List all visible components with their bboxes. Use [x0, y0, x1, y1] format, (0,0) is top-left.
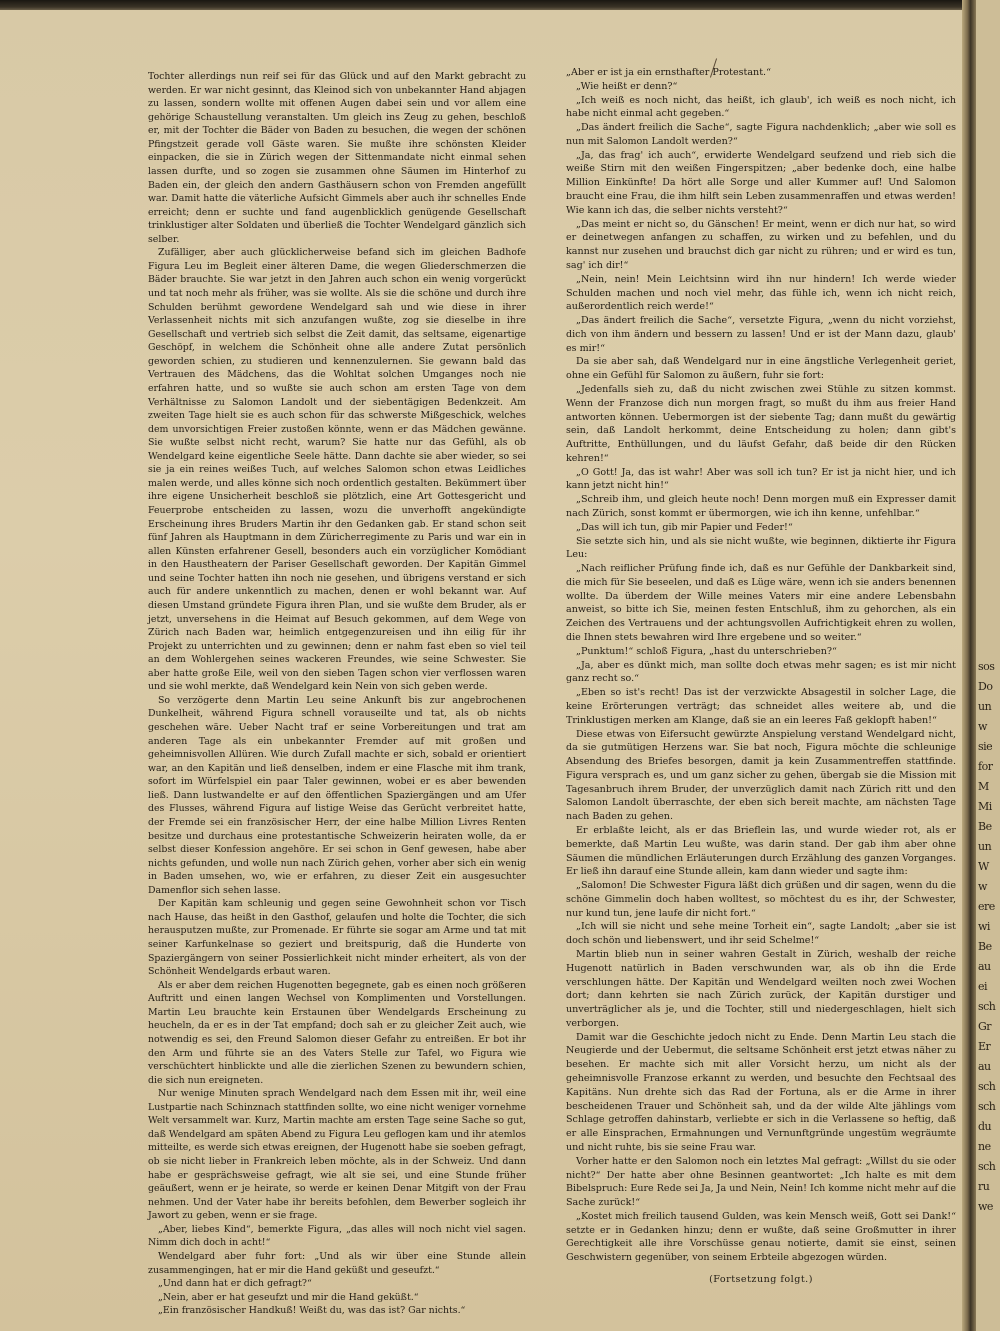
- adjacent-page-fragment: we: [978, 1200, 993, 1213]
- paragraph: Diese etwas von Eifersucht gewürzte Anspielung verstand Wendelgard nicht, da sie gutmütigen Herzens war. Sie bat noch, Figura möchte die schleunige Absendung des Briefes besorgen, damit ja kein Zusammentreffen stattfinde. Figura versprach es, und um ganz sicher zu gehen, übergab sie die Mission mit Tagesanbruch ihrem Bruder, der unverzüglich damit nach Zürich ritt und den Salomon Landolt überraschte, der eben sich bereit machte, am nächsten Tage nach Baden zu gehen.: [566, 728, 956, 823]
- paragraph: So verzögerte denn Martin Leu seine Ankunft bis zur angebrochenen Dunkelheit, während Figura schnell vorauseilte und tat, als ob nichts geschehen wäre. Ueber Nacht traf er seine Vorbereitungen und trat am anderen Tage als ein unbekannter Fremder auf mit großen und geheimnisvollen Allüren. Wie durch Zufall machte er sich, sobald er orientiert war, an den Kapitän und ließ denselben, indem er eine Flasche mit ihm trank, sofort im Würfelspiel ein paar Taler gewinnen, wobei er es aber bewenden ließ. Dann lustwandelte er auf den öffentlichen Spaziergängen und am Ufer des Flusses, während Figura auf listige Weise das Gerücht verbreitet hatte, der Fremde sei ein französischer Herr, der eine halbe Million Livres Renten besitze und durchaus eine protestantische Schweizerin heiraten wolle, da er selbst dieser Konfession angehöre. Er sei schon in Genf gewesen, habe aber nichts gefunden, und wolle nun nach Zürich gehen, vorher aber sich ein wenig in Baden umsehen, wo, wie er erfahren, zu dieser Zeit ein ausgesuchter Damenflor sich sehen lasse.: [148, 694, 526, 896]
- paragraph: „Nein, aber er hat geseufzt und mir die Hand geküßt.“: [158, 1291, 419, 1303]
- paragraph: Damit war die Geschichte jedoch nicht zu Ende. Denn Martin Leu stach die Neugierde und der Uebermut, die seltsame Schönheit erst jetzt etwas näher zu besehen. Er machte sich mit aller Vorsicht herzu, um nicht als der geheimnisvolle Franzose erkannt zu werden, und besuchte den Fechtsaal des Kapitäns. Nun drehte sich das Rad der Fortuna, als er die Arme in ihrer bescheidenen Trauer und Schönheit sah, und da der wilde Alte jählings vom Schlage getroffen dahinstarb, verliebte er sich in die Verlassene so heftig, daß er alle Einsprachen, Ermahnungen und Vernunftgründe ungestüm wegräumte und nicht ruhte, bis sie seine Frau war.: [566, 1031, 956, 1153]
- adjacent-page-fragment: Do: [978, 680, 993, 693]
- adjacent-page-fragment: sie: [978, 740, 993, 753]
- adjacent-page-edge: [976, 0, 1000, 1331]
- paragraph: „Salomon! Die Schwester Figura läßt dich grüßen und dir sagen, wenn du die schöne Gimmelin doch haben wolltest, so möchtest du es ihr, der Schwester, nur kund tun, jene laufe dir nicht fort.“: [566, 880, 956, 919]
- adjacent-page-fragment: ne: [978, 1140, 991, 1153]
- paragraph: Martin blieb nun in seiner wahren Gestalt in Zürich, weshalb der reiche Hugenott natürlich in Baden verschwunden war, als ob ihn die Erde verschlungen hätte. Der Kapitän und Wendelgard weilten noch zwei Wochen dort; dann kehrten sie nach Zürich zurück, der Kapitän durstiger und unverträglicher als je, und die Tochter, still und niedergeschlagen, hielt sich verborgen.: [566, 949, 956, 1029]
- adjacent-page-fragment: for: [978, 760, 993, 773]
- adjacent-page-fragment: M: [978, 780, 989, 793]
- adjacent-page-fragment: sch: [978, 1080, 996, 1093]
- paragraph: Sie setzte sich hin, und als sie nicht wußte, wie beginnen, diktierte ihr Figura Leu:: [566, 535, 956, 561]
- adjacent-page-fragment: sch: [978, 1100, 996, 1113]
- adjacent-page-fragment: W: [978, 860, 989, 873]
- adjacent-page-fragment: sos: [978, 660, 995, 673]
- adjacent-page-fragment: ere: [978, 900, 995, 913]
- adjacent-page-fragment: au: [978, 960, 991, 973]
- adjacent-page-fragment: un: [978, 700, 992, 713]
- paragraph: „Aber, liebes Kind“, bemerkte Figura, „das alles will noch nicht viel sagen. Nimm dich doch in acht!“: [148, 1223, 526, 1249]
- book-gutter: [962, 0, 976, 1331]
- paragraph: „Und dann hat er dich gefragt?“: [158, 1278, 312, 1290]
- adjacent-page-fragment: Be: [978, 820, 992, 833]
- adjacent-page-fragment: sch: [978, 1160, 996, 1173]
- paragraph: „Ja, das frag' ich auch“, erwiderte Wendelgard seufzend und rieb sich die weiße Stirn mit den weißen Fingerspitzen; „aber bedenke doch, eine halbe Million Einkünfte! Da hört alle Sorge und aller Kummer auf! Und Salomon braucht eine Frau, die ihm hilft sein Leben zusammenraffen und etwas werden! Wie kann ich das, die selber nichts versteht?“: [566, 149, 956, 216]
- paragraph: Zufälliger, aber auch glücklicherweise befand sich im gleichen Badhofe Figura Leu im Begleit einer älteren Dame, die wegen Gliederschmerzen die Bäder brauchte. Sie war jetzt in den Jahren auch schon ein wenig vorgerückt und tat noch mehr als früher, was sie wollte. Als sie die schöne und durch ihre Schulden berühmt gewordene Wendelgard sah und wie diese in ihrer Verlassenheit nichts mit sich anzufangen wußte, zog sie dieselbe in ihre Gesellschaft und vertrieb sich selbst die Zeit damit, das seltsame, eigenartige Geschöpf, in welchem die Schönheit ohne alle andere Zutat persönlich geworden schien, zu studieren und kennenzulernen. Sie gewann bald das Vertrauen des Mädchens, das die Wohltat solchen Umganges noch nie erfahren hatte, und so wußte sie auch schon am ersten Tage von dem Verhältnisse zu Salomon Landolt und der siebentägigen Bedenkzeit. Am zweiten Tage hielt sie es auch schon für das schwerste Mißgeschick, welches dem unvorsichtigen Freier zustoßen könnte, wenn er das Mädchen gewänne. Sie wußte selbst nicht recht, warum? Sie hatte nur das Gefühl, als ob Wendelgard keine eigentliche Seele hätte. Dann dachte sie aber wieder, so sei sie ja ein reines weißes Tuch, auf welches Salomon schon etwas Leidliches malen werde, und alles könne sich noch ordentlich gestalten. Bekümmert über ihre eigene Unsicherheit beschloß sie plötzlich, eine Art Gottesgericht und Feuerprobe entscheiden zu lassen, wozu die unverhofft angekündigte Erscheinung ihres Bruders Martin ihr den Gedanken gab. Er stand schon seit fünf Jahren als Hauptmann in dem Züricherregimente zu Paris und war ein in allen Künsten erfahrener Gesell, besonders auch ein vorzüglicher Komödiant in den Haustheatern der Pariser Gesellschaft geworden. Der Kapitän Gimmel und seine Tochter hatten ihn noch nie gesehen, und übrigens verstand er sich auch für andere unkenntlich zu machen, denen er wohl bekannt war. Auf diesen Umstand gründete Figura ihren Plan, und sie wußte dem Bruder, als er jetzt, unversehens in die Heimat auf Besuch gekommen, auf dem Wege von Zürich nach Baden war, heimlich entgegenzureisen und ihn eilig für ihr Projekt zu unterrichten und zu gewinnen; denn er nahm fast eben so viel teil an dem Wohlergehen seines wackeren Freundes, wie seine Schwester. Sie aber hatte große Eile, weil von den sieben Tagen schon vier verflossen waren und sie wohl merkte, daß Wendelgard kein Nein von sich geben werde.: [148, 247, 526, 693]
- paragraph: „Aber er ist ja ein ernsthafter Protestant.“: [566, 67, 771, 78]
- paragraph: „Ein französischer Handkuß! Weißt du, was das ist? Gar nichts.“: [158, 1305, 466, 1317]
- left-text-column: [148, 70, 526, 1318]
- paragraph: „Das ändert freilich die Sache“, sagte Figura nachdenklich; „aber wie soll es nun mit Salomon Landolt werden?“: [566, 122, 956, 147]
- continuation-note: (Fortsetzung folgt.): [709, 1273, 813, 1285]
- paragraph: „Kostet mich freilich tausend Gulden, was kein Mensch weiß, Gott sei Dank!“ setzte er in Gedanken hinzu; denn er wußte, daß seine Großmutter in ihrer Gerechtigkeit alle ihre Vorschüsse genau notierte, damit sie einst, seinen Geschwistern gegenüber, von seinem Erbteile abgezogen würden.: [566, 1210, 956, 1264]
- paragraph: Da sie aber sah, daß Wendelgard nur in eine ängstliche Verlegenheit geriet, ohne ein Gefühl für Salomon zu äußern, fuhr sie fort:: [566, 356, 956, 382]
- paragraph: Nur wenige Minuten sprach Wendelgard nach dem Essen mit ihr, weil eine Lustpartie nach Schinznach stattfinden sollte, wo eine nicht weniger vornehme Welt versammelt war. Kurz, Martin machte am ersten Tage seine Sache so gut, daß Wendelgard am späten Abend zu Figura Leu geflogen kam und ihr atemlos mitteilte, es werde sich etwas ereignen, der Hugenott habe sie soeben gefragt, ob sie nicht lieber in Frankreich leben möchte, als in der Schweiz. Und dann habe er gesprächsweise gefragt, wie alt sie sei, und eine Stunde früher geäußert, wenn er je heirate, so werde er keinen Denar Mitgift von der Frau nehmen. Und der Vater habe ihr bereits befohlen, dem Bewerber sogleich ihr Jawort zu geben, wenn er sie frage.: [148, 1088, 526, 1222]
- adjacent-page-fragment: Be: [978, 940, 992, 953]
- scan-top-edge: [0, 0, 1000, 10]
- adjacent-page-fragment: ei: [978, 980, 988, 993]
- paragraph: Wendelgard aber fuhr fort: „Und als wir über eine Stunde allein zusammengingen, hat er mir die Hand geküßt und geseufzt.“: [148, 1250, 526, 1276]
- paragraph: „Das will ich tun, gib mir Papier und Feder!“: [576, 521, 793, 533]
- right-text-column: [566, 66, 956, 1287]
- paragraph: „Das ändert freilich die Sache“, versetzte Figura, „wenn du nicht vorziehst, dich von ihm ändern und bessern zu lassen! Und er ist der Mann dazu, glaub' es mir!“: [566, 315, 956, 354]
- adjacent-page-fragment: du: [978, 1120, 992, 1133]
- paragraph: „Jedenfalls sieh zu, daß du nicht zwischen zwei Stühle zu sitzen kommst. Wenn der Franzose dich nun morgen fragt, so mußt du ihm aus freier Hand antworten können. Uebermorgen ist der siebente Tag; dann mußt du gewärtig sein, daß Landolt herkommt, deine Entscheidung zu holen; dann gibt's Auftritte, Enthüllungen, und du läufst Gefahr, daß beide dir den Rücken kehren!“: [566, 383, 956, 464]
- paragraph: „Ich will sie nicht und sehe meine Torheit ein“, sagte Landolt; „aber sie ist doch schön und liebenswert, und ihr seid Schelme!“: [566, 921, 956, 947]
- adjacent-page-fragment: Mi: [978, 800, 992, 813]
- adjacent-page-fragment: Gr: [978, 1020, 992, 1033]
- adjacent-page-fragment: w: [978, 720, 987, 733]
- paragraph: „Das meint er nicht so, du Gänschen! Er meint, wenn er dich nur hat, so wird er deinetwegen anfangen zu schaffen, zu wirken und zu befehlen, und du kannst nur zusehen und brauchst dich gar nicht zu rühren; und er wird es tun, sag' ich dir!“: [566, 218, 956, 271]
- adjacent-page-fragment: wi: [978, 920, 990, 933]
- paragraph: „Nein, nein! Mein Leichtsinn wird ihn nur hindern! Ich werde wieder Schulden machen und noch viel mehr, das fühle ich, wenn ich nicht reich, außerordentlich reich werde!“: [566, 273, 956, 313]
- paragraph: „Punktum!“ schloß Figura, „hast du unterschrieben?“: [576, 645, 837, 657]
- paragraph: „Schreib ihm, und gleich heute noch! Denn morgen muß ein Expresser damit nach Zürich, sonst kommt er übermorgen, wie ich ihn kenne, unfehlbar.“: [566, 494, 956, 519]
- paragraph: „Eben so ist's recht! Das ist der verzwickte Absagestil in solcher Lage, die keine Erörterungen verträgt; das schneidet alles weitere ab, und die Trinklustigen merken am Klange, daß sie an ein leeres Faß geklopft haben!“: [566, 687, 956, 726]
- adjacent-page-fragment: ru: [978, 1180, 990, 1193]
- adjacent-page-fragment: w: [978, 880, 987, 893]
- paragraph: „Nach reiflicher Prüfung finde ich, daß es nur Gefühle der Dankbarkeit sind, die mich für Sie beseelen, und daß es Lüge wäre, wenn ich sie anders benennen wollte. Da überdem der Wille meines Vaters mir eine andere Lebensbahn anweist, so bitte ich Sie, meinen festen Entschluß, ihm zu gehorchen, als ein Zeichen des Vertrauens und der achtungsvollen Aufrichtigkeit ehren zu wollen, die Ihnen stets bewahren wird Ihre ergebene und so weiter.“: [566, 563, 956, 644]
- adjacent-page-fragment: sch: [978, 1000, 996, 1013]
- paragraph: Vorher hatte er den Salomon noch ein letztes Mal gefragt: „Willst du sie oder nicht?“ Der hatte aber ohne Besinnen geantwortet: „Ich halte es mit dem Bibelspruch: Eure Rede sei Ja, Ja und Nein, Nein! Ich komme nicht mehr auf die Sache zurück!“: [566, 1155, 956, 1209]
- adjacent-page-fragment: Er: [978, 1040, 991, 1053]
- paragraph: Tochter allerdings nun reif sei für das Glück und auf den Markt gebracht zu werden. Er war nicht gesinnt, das Kleinod sich von unbekannter Hand abjagen zu lassen, sondern wollte mit offenen Augen dabei sein und vor allem eine gehörige Schaustellung veranstalten. Um gleich ins Zeug zu gehen, beschloß er, mit der Tochter die Bäder von Baden zu besuchen, die wegen der schönen Pfingstzeit gerade voll Gäste waren. Sie mußte ihre schönsten Kleider einpacken, die sie in Zürich wegen der Sittenmandate nicht einmal sehen lassen durfte, und so zogen sie zusammen ohne Säumen im Hinterhof zu Baden ein, der gleich den andern Gasthäusern schon von Fremden angefüllt war. Damit hatte die väterliche Aufsicht Gimmels aber auch ihr schnelles Ende erreicht; denn er suchte und fand augenblicklich genügende Gesellschaft trinklustiger alter Soldaten und überließ die Tochter Wendelgard gänzlich sich selber.: [148, 71, 526, 245]
- paragraph: Er erblaßte leicht, als er das Brieflein las, und wurde wieder rot, als er bemerkte, daß Martin Leu wußte, was darin stand. Der gab ihm aber ohne Säumen die mündlichen Erläuterungen durch Erzählung des ganzen Vorganges. Er ließ ihn darauf eine Stunde allein, kam dann wieder und sagte ihm:: [566, 824, 956, 878]
- paragraph: „Ja, aber es dünkt mich, man sollte doch etwas mehr sagen; es ist mir nicht ganz recht so.“: [566, 659, 956, 685]
- paragraph: „O Gott! Ja, das ist wahr! Aber was soll ich tun? Er ist ja nicht hier, und ich kann jetzt nicht hin!“: [566, 466, 956, 492]
- adjacent-page-fragment: un: [978, 840, 992, 853]
- paragraph: Als er aber dem reichen Hugenotten begegnete, gab es einen noch größeren Auftritt und einen langen Wechsel von Komplimenten und Vorstellungen. Martin Leu brauchte kein Erstaunen über Wendelgards Erscheinung zu heucheln, da er es in der Tat empfand; doch sah er zu gleicher Zeit auch, wie notwendig es sei, den Freund Salomon dieser Gefahr zu entreißen. Er bot ihr den Arm und führte sie an des Vaters Stelle zur Tafel, wo Figura wie verschüchtert hinblickte und alle die zierlichen Szenen zu bewundern schien, die sich nun ereigneten.: [148, 979, 526, 1086]
- paragraph: Der Kapitän kam schleunig und gegen seine Gewohnheit schon vor Tisch nach Hause, das heißt in den Gasthof, gelaufen und holte die Tochter, die sich herausputzen mußte, zur Promenade. Er führte sie sogar am Arme und tat mit seiner Karfunkelnase so geziert und breitspurig, daß die Hunderte von Spaziergängern von seiner Possierlichkeit nicht minder erheitert, als von der Schönheit Wendelgards erbaut waren.: [148, 898, 526, 978]
- paragraph: „Wie heißt er denn?“: [576, 80, 678, 92]
- paragraph: „Ich weiß es noch nicht, das heißt, ich glaub', ich weiß es noch nicht, ich habe nicht einmal acht gegeben.“: [566, 94, 956, 120]
- adjacent-page-fragment: au: [978, 1060, 991, 1073]
